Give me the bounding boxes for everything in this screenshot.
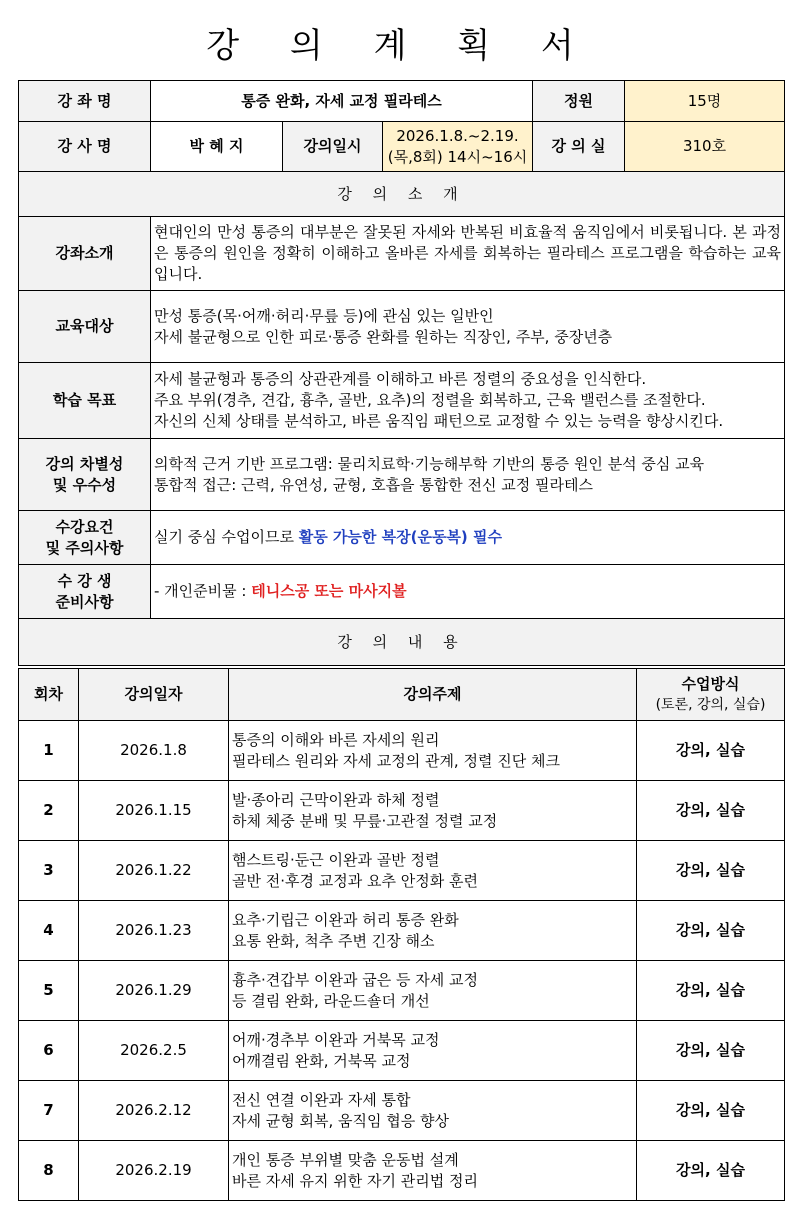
lesson-topic-line-2: 요통 완화, 척추 주변 긴장 해소: [232, 931, 435, 950]
capacity-value: 15명: [625, 81, 785, 122]
goal-line-1: 자세 불균형과 통증의 상관관계를 이해하고 바른 정렬의 중요성을 인식한다.: [154, 370, 647, 388]
lesson-topic-line-2: 등 결림 완화, 라운드숄더 개선: [232, 991, 430, 1010]
lesson-topic-line-1: 전신 연결 이완과 자세 통합: [232, 1090, 411, 1109]
lesson-topic-line-1: 발·종아리 근막이완과 하체 정렬: [232, 790, 440, 809]
target-text: [151, 291, 785, 363]
lesson-no: 6: [19, 1021, 79, 1081]
lesson-topic-line-2: 골반 전·후경 교정과 요추 안정화 훈련: [232, 871, 478, 890]
lesson-topic-line-1: 요추·기립근 이완과 허리 통증 완화: [232, 910, 459, 929]
col-header-method-sub: (토론, 강의, 실습): [655, 696, 766, 713]
content-section-title: 강 의 내 용: [19, 619, 785, 666]
preparation-highlight: 테니스공 또는 마사지볼: [251, 582, 407, 600]
requirements-plain: 실기 중심 수업이므로: [154, 528, 299, 546]
lesson-date: 2026.2.12: [79, 1081, 229, 1141]
table-row: [19, 1021, 785, 1081]
col-header-method: [637, 669, 785, 721]
merit-label-1: 강의 차별성: [45, 454, 124, 473]
date-line-2: (목,8회) 14시~16시: [387, 147, 528, 166]
page-title: 강 의 계 획 서: [206, 26, 594, 66]
target-line-2: 자세 불균형으로 인한 피로·통증 완화를 원하는 직장인, 주부, 중장년층: [154, 327, 613, 346]
goal-label: 학습 목표: [19, 363, 151, 439]
lesson-topic: [229, 781, 637, 841]
requirements-label: [19, 511, 151, 565]
table-row: [19, 1141, 785, 1201]
lesson-topic: [229, 901, 637, 961]
requirements-text: [151, 511, 785, 565]
lesson-no: 7: [19, 1081, 79, 1141]
lesson-topic: [229, 1021, 637, 1081]
lesson-topic-line-2: 필라테스 원리와 자세 교정의 관계, 정렬 진단 체크: [232, 751, 560, 770]
preparation-label-1: 수 강 생: [57, 571, 112, 590]
lesson-topic: [229, 721, 637, 781]
lesson-method: 강의, 실습: [637, 1141, 785, 1201]
lesson-date: 2026.2.19: [79, 1141, 229, 1201]
preparation-plain: - 개인준비물 :: [154, 582, 252, 600]
lesson-topic: [229, 841, 637, 901]
requirements-label-1: 수강요건: [55, 517, 114, 536]
goal-line-3: 자신의 신체 상태를 분석하고, 바른 움직임 패턴으로 교정할 수 있는 능력을 향상시킨다.: [154, 412, 724, 430]
info-table: [18, 80, 785, 666]
lesson-method: 강의, 실습: [637, 901, 785, 961]
lesson-topic-line-1: 개인 통증 부위별 맞춤 운동법 설계: [232, 1150, 459, 1169]
preparation-label-2: 준비사항: [55, 592, 114, 611]
lesson-topic-line-1: 햄스트링·둔근 이완과 골반 정렬: [232, 850, 440, 869]
table-row: [19, 721, 785, 781]
lesson-topic: [229, 961, 637, 1021]
lesson-no: 5: [19, 961, 79, 1021]
target-line-1: 만성 통증(목·어깨·허리·무릎 등)에 관심 있는 일반인: [154, 306, 494, 325]
requirements-highlight: 활동 가능한 복장(운동복) 필수: [298, 528, 502, 546]
course-name: 통증 완화, 자세 교정 필라테스: [151, 81, 533, 122]
lesson-date: 2026.1.15: [79, 781, 229, 841]
lesson-method: 강의, 실습: [637, 961, 785, 1021]
lesson-no: 3: [19, 841, 79, 901]
lesson-topic-line-1: 어깨·경추부 이완과 거북목 교정: [232, 1030, 440, 1049]
lesson-no: 2: [19, 781, 79, 841]
lesson-no: 4: [19, 901, 79, 961]
instructor-label: 강 사 명: [19, 122, 151, 172]
goal-line-2: 주요 부위(경추, 견갑, 흉추, 골반, 요추)의 정렬을 회복하고, 근육 밸런스를 조절한다.: [154, 391, 706, 409]
table-row: [19, 901, 785, 961]
lesson-topic: [229, 1081, 637, 1141]
merit-line-2: 통합적 접근: 근력, 유연성, 균형, 호흡을 통합한 전신 교정 필라테스: [154, 475, 594, 494]
date-line-1: 2026.1.8.~2.19.: [396, 126, 519, 145]
overview-text: 현대인의 만성 통증의 대부분은 잘못된 자세와 반복된 비효율적 움직임에서 비롯됩니다. 본 과정은 통증의 원인을 정확히 이해하고 올바른 자세를 회복하는 필라테스 프로그램을 학습하는 교육입니다.: [151, 217, 785, 291]
lesson-method: 강의, 실습: [637, 721, 785, 781]
table-row: [19, 781, 785, 841]
merit-label-2: 및 우수성: [52, 475, 117, 494]
course-name-label: 강 좌 명: [19, 81, 151, 122]
preparation-label: [19, 565, 151, 619]
lesson-date: 2026.1.22: [79, 841, 229, 901]
lesson-topic-line-1: 통증의 이해와 바른 자세의 원리: [232, 730, 440, 749]
merit-label: [19, 439, 151, 511]
col-header-no: 회차: [19, 669, 79, 721]
lesson-date: 2026.1.29: [79, 961, 229, 1021]
lesson-date: 2026.1.23: [79, 901, 229, 961]
col-header-method-main: 수업방식: [681, 674, 740, 693]
lesson-no: 8: [19, 1141, 79, 1201]
merit-line-1: 의학적 근거 기반 프로그램: 물리치료학·기능해부학 기반의 통증 원인 분석 중심 교육: [154, 454, 705, 473]
capacity-label: 정원: [533, 81, 625, 122]
requirements-label-2: 및 주의사항: [45, 538, 124, 557]
room-label: 강 의 실: [533, 122, 625, 172]
col-header-topic: 강의주제: [229, 669, 637, 721]
table-row: [19, 1081, 785, 1141]
lesson-topic-line-2: 자세 균형 회복, 움직임 협응 향상: [232, 1111, 449, 1130]
lesson-no: 1: [19, 721, 79, 781]
merit-text: [151, 439, 785, 511]
table-row: [19, 841, 785, 901]
preparation-text: [151, 565, 785, 619]
lesson-date: 2026.2.5: [79, 1021, 229, 1081]
lessons-table: [18, 668, 785, 1201]
lesson-method: 강의, 실습: [637, 841, 785, 901]
lesson-method: 강의, 실습: [637, 781, 785, 841]
table-row: [19, 961, 785, 1021]
lesson-method: 강의, 실습: [637, 1081, 785, 1141]
lesson-method: 강의, 실습: [637, 1021, 785, 1081]
lesson-date: 2026.1.8: [79, 721, 229, 781]
date-value: [383, 122, 533, 172]
lesson-topic-line-2: 바른 자세 유지 위한 자기 관리법 정리: [232, 1171, 478, 1190]
lesson-topic-line-2: 하체 체중 분배 및 무릎·고관절 정렬 교정: [232, 811, 498, 830]
lesson-topic-line-1: 흉추·견갑부 이완과 굽은 등 자세 교정: [232, 970, 478, 989]
date-label: 강의일시: [283, 122, 383, 172]
instructor-name: 박 혜 지: [151, 122, 283, 172]
overview-label: 강좌소개: [19, 217, 151, 291]
goal-text: [151, 363, 785, 439]
lesson-topic-line-2: 어깨결림 완화, 거북목 교정: [232, 1051, 411, 1070]
intro-section-title: 강 의 소 개: [19, 172, 785, 217]
lesson-topic: [229, 1141, 637, 1201]
col-header-date: 강의일자: [79, 669, 229, 721]
target-label: 교육대상: [19, 291, 151, 363]
room-value: 310호: [625, 122, 785, 172]
